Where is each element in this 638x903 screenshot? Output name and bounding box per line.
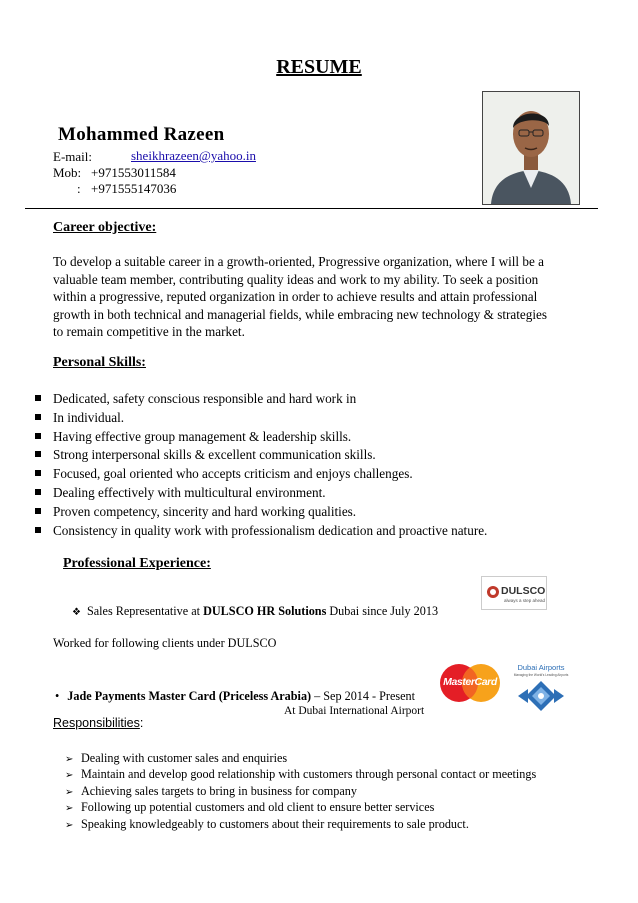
square-bullet-icon: [35, 433, 41, 439]
list-item: Having effective group management & leadership skills.: [35, 428, 615, 447]
client-line: • Jade Payments Master Card (Priceless Arabia) – Sep 2014 - Present: [55, 689, 416, 703]
personal-skills-heading: Personal Skills:: [53, 355, 146, 370]
list-item: ➢ Following up potential customers and old client to ensure better services: [65, 799, 536, 815]
square-bullet-icon: [35, 489, 41, 495]
arrow-bullet-icon: ➢: [65, 754, 74, 765]
client-location: At Dubai International Airport: [284, 705, 425, 717]
career-objective-text: [53, 253, 598, 341]
list-item: Dealing effectively with multicultural environment.: [35, 484, 615, 503]
responsibilities-list: [65, 750, 536, 832]
list-item: Strong interpersonal skills & excellent communication skills.: [35, 446, 615, 465]
mobile-label: Mob:: [53, 165, 82, 180]
bullet-dot-icon: •: [55, 689, 60, 703]
arrow-bullet-icon: ➢: [65, 786, 74, 798]
career-line: To develop a suitable career in a growth-oriented, Progressive organization, where I will be a: [53, 254, 544, 269]
list-item: Proven competency, sincerity and hard working qualities.: [35, 503, 615, 522]
dulsco-logo: [481, 576, 547, 610]
career-line: growth in both technical and managerial fields, while embracing new technology & strategies: [53, 306, 548, 322]
responsibilities-heading: Responsibilities:: [53, 716, 144, 730]
dubai-airports-tagline: Managing the World's Leading Airports: [513, 673, 569, 677]
square-bullet-icon: [35, 470, 41, 476]
email-label: E-mail:: [53, 149, 92, 164]
email-link[interactable]: sheikhrazeen@yahoo.in: [131, 148, 256, 163]
clients-line: Worked for following clients under DULSCO: [53, 636, 277, 650]
square-bullet-icon: [35, 508, 41, 514]
career-line: to remain competitive in the market.: [53, 324, 245, 339]
career-objective-heading: Career objective:: [53, 220, 157, 235]
list-item: Consistency in quality work with professionalism dedication and proactive nature.: [35, 522, 615, 541]
arrow-bullet-icon: ➢: [65, 803, 74, 815]
list-item: ➢ Achieving sales targets to bring in business for company: [65, 783, 536, 799]
diamond-bullet-icon: ❖: [72, 607, 81, 618]
list-item: Dedicated, safety conscious responsible and hard work in: [35, 390, 615, 409]
dubai-airports-logo: [510, 663, 572, 713]
client-name: Jade Payments Master Card (Priceless Arabia): [67, 689, 312, 703]
arrow-bullet-icon: ➢: [65, 819, 74, 831]
resume-title: RESUME: [276, 56, 362, 78]
square-bullet-icon: [35, 395, 41, 401]
career-line: valuable team member, contributing quality ideas and work to my ability. To seek a position: [53, 271, 539, 287]
header-divider: [25, 208, 598, 209]
company-name: DULSCO HR Solutions: [203, 604, 327, 618]
arrow-bullet-icon: ➢: [65, 770, 74, 782]
mobile-separator: :: [77, 181, 81, 196]
list-item: ➢ Dealing with customer sales and enquiries: [65, 750, 536, 766]
dulsco-tagline: always a step ahead: [504, 598, 546, 603]
list-item: In individual.: [35, 409, 615, 428]
mastercard-logo: [439, 663, 501, 703]
list-item: ➢ Maintain and develop good relationship with customers through personal contact or meetings: [65, 766, 536, 782]
square-bullet-icon: [35, 527, 41, 533]
list-item: ➢ Speaking knowledgeably to customers about their requirements to sale product.: [65, 816, 536, 832]
mastercard-logo-text: MasterCard: [443, 676, 497, 688]
dubai-airports-emblem-icon: [510, 679, 572, 713]
square-bullet-icon: [35, 451, 41, 457]
dulsco-logo-text: DULSCO: [501, 585, 546, 597]
mobile-number-1: +971553011584: [91, 165, 176, 180]
professional-experience-heading: Professional Experience:: [63, 556, 211, 571]
mobile-number-2: +971555147036: [91, 181, 177, 196]
dubai-airports-name: Dubai Airports: [517, 663, 565, 672]
profile-photo: [482, 91, 580, 205]
candidate-name: Mohammed Razeen: [58, 124, 225, 145]
list-item: Focused, goal oriented who accepts criticism and enjoys challenges.: [35, 465, 615, 484]
job-line: ❖ Sales Representative at DULSCO HR Solutions Dubai since July 2013: [72, 604, 439, 618]
skills-list: [35, 390, 615, 540]
square-bullet-icon: [35, 414, 41, 420]
career-line: within a progressive, reputed organization in order to achieve results and attain professional: [53, 289, 538, 304]
